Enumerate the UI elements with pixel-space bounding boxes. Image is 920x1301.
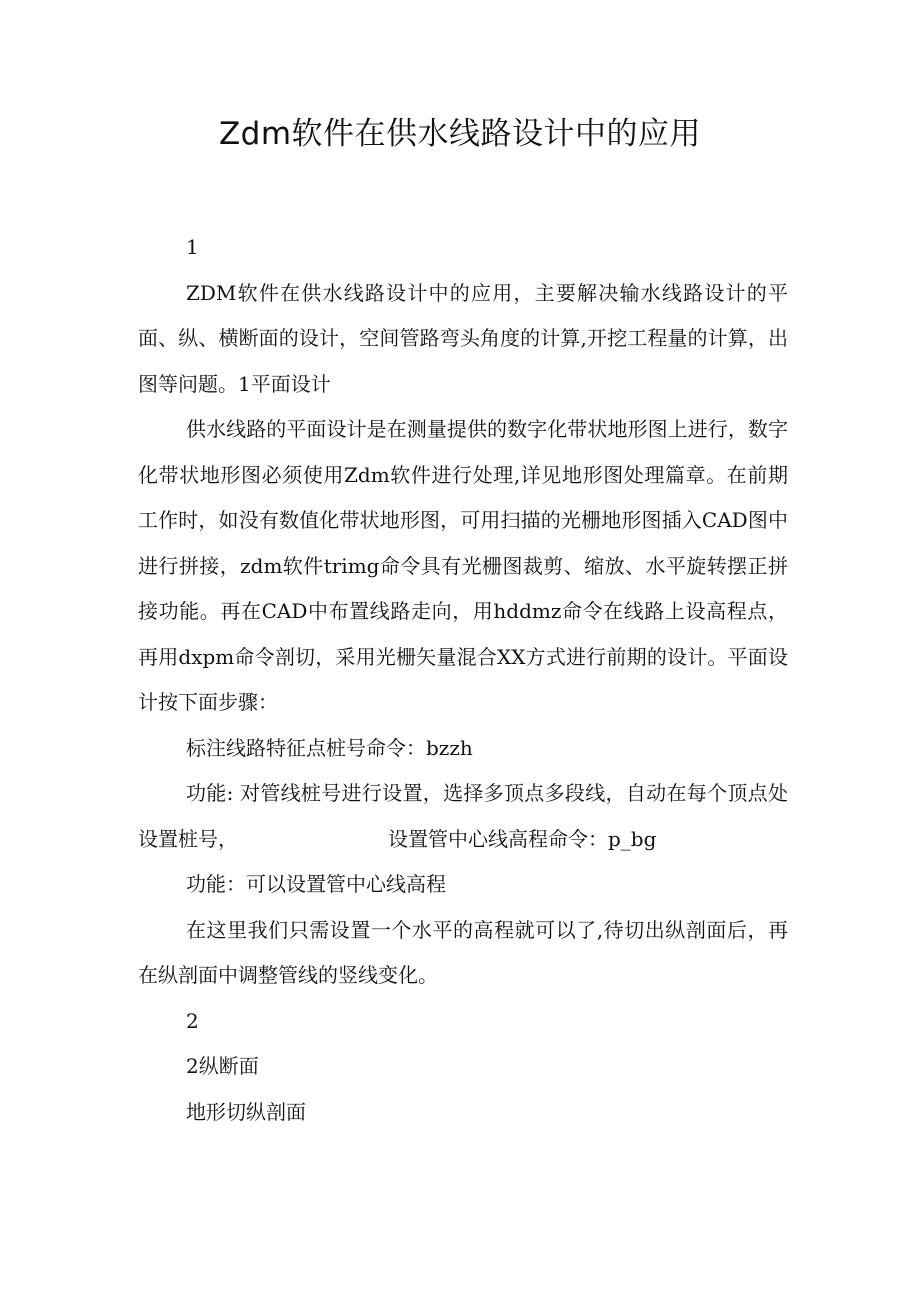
paragraph-intro: ZDM软件在供水线路设计中的应用，主要解决输水线路设计的平面、纵、横断面的设计，空间管路弯头角度的计算,开挖工程量的计算，出图等问题。1平面设计 (138, 280, 788, 396)
paragraph-section-number-1: 1 (186, 235, 199, 259)
paragraph-elevation-note: 在这里我们只需设置一个水平的高程就可以了,待切出纵剖面后，再在纵剖面中调整管线的竖线变化。 (138, 917, 788, 987)
paragraph-terrain-cut: 地形切纵剖面 (186, 1099, 306, 1124)
pbg-command-text: 设置管中心线高程命令：p_bg (388, 826, 657, 851)
document-title: Zdm软件在供水线路设计中的应用 (218, 116, 702, 152)
bzzh-function-text: 功能: 对管线桩号进行设置，选择多顶点多段线，自动在每个顶点处设置桩号， (138, 781, 788, 851)
paragraph-section-number-2: 2 (186, 1008, 199, 1033)
paragraph-longitudinal-section: 2纵断面 (186, 1054, 259, 1078)
paragraph-bzzh-function (138, 771, 788, 862)
paragraph-bzzh-command: 标注线路特征点桩号命令：bzzh (186, 735, 473, 760)
document-body (138, 225, 788, 1135)
paragraph-plane-design: 供水线路的平面设计是在测量提供的数字化带状地形图上进行，数字化带状地形图必须使用Zdm软件进行处理,详见地形图处理篇章。在前期工作时，如没有数值化带状地形图，可用扫描的光栅地形图插入CAD图中进行拼接，zdm软件trimg命令具有光栅图裁剪、缩放、水平旋转摆正拼接功能。再在CAD中布置线路走向，用hddmz命令在线路上设高程点，再用dxpm命令剖切，采用光栅矢量混合XX方式进行前期的设计。平面设计按下面步骤： (138, 417, 788, 714)
paragraph-pbg-function: 功能：可以设置管中心线高程 (186, 872, 446, 896)
